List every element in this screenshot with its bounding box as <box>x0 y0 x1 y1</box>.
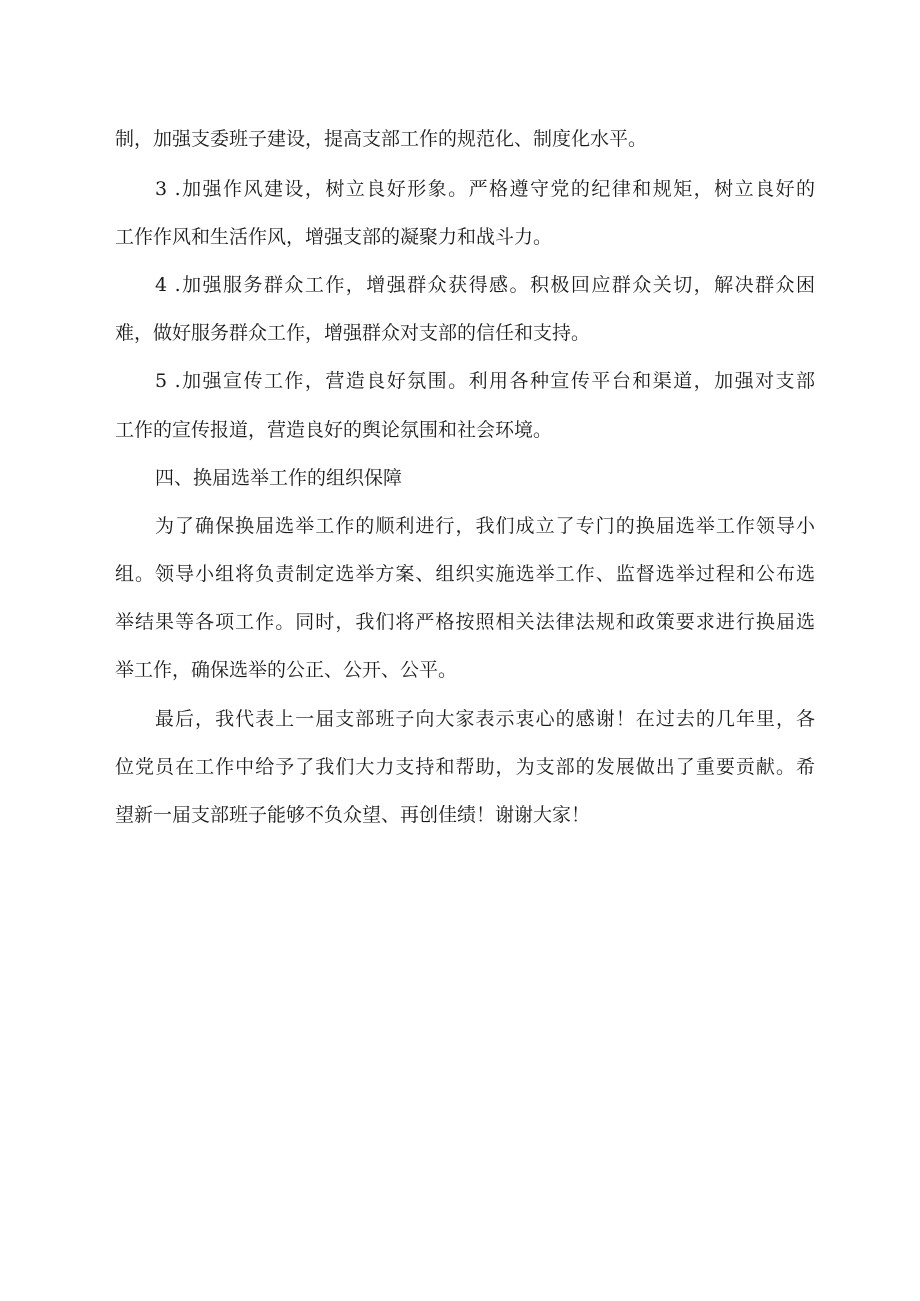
paragraph-line: 举工作，确保选举的公正、公开、公平。 <box>115 659 458 681</box>
paragraph-line: 工作的宣传报道，营造良好的舆论氛围和社会环境。 <box>115 419 553 441</box>
paragraph-line: 最后，我代表上一届支部班子向大家表示衷心的感谢！在过去的几年里，各 <box>155 708 815 730</box>
paragraph-line: 3 .加强作风建设，树立良好形象。严格遵守党的纪律和规矩，树立良好的 <box>155 178 815 200</box>
paragraph-line: 望新一届支部班子能够不负众望、再创佳绩！谢谢大家！ <box>115 804 591 826</box>
paragraph-line: 举结果等各项工作。同时，我们将严格按照相关法律法规和政策要求进行换届选 <box>115 611 815 633</box>
paragraph-line: 工作作风和生活作风，增强支部的凝聚力和战斗力。 <box>115 226 553 248</box>
paragraph-line: 制，加强支委班子建设，提高支部工作的规范化、制度化水平。 <box>115 128 648 150</box>
section-heading: 四、换届选举工作的组织保障 <box>155 467 403 489</box>
paragraph-line: 难，做好服务群众工作，增强群众对支部的信任和支持。 <box>115 322 591 344</box>
paragraph-line: 为了确保换届选举工作的顺利进行，我们成立了专门的换届选举工作领导小 <box>155 515 815 537</box>
paragraph-line: 5 .加强宣传工作，营造良好氛围。利用各种宣传平台和渠道，加强对支部 <box>155 370 815 392</box>
paragraph-line: 位党员在工作中给予了我们大力支持和帮助，为支部的发展做出了重要贡献。希 <box>115 756 815 778</box>
paragraph-line: 4 .加强服务群众工作，增强群众获得感。积极回应群众关切，解决群众困 <box>155 274 815 296</box>
paragraph-line: 组。领导小组将负责制定选举方案、组织实施选举工作、监督选举过程和公布选 <box>115 563 815 585</box>
